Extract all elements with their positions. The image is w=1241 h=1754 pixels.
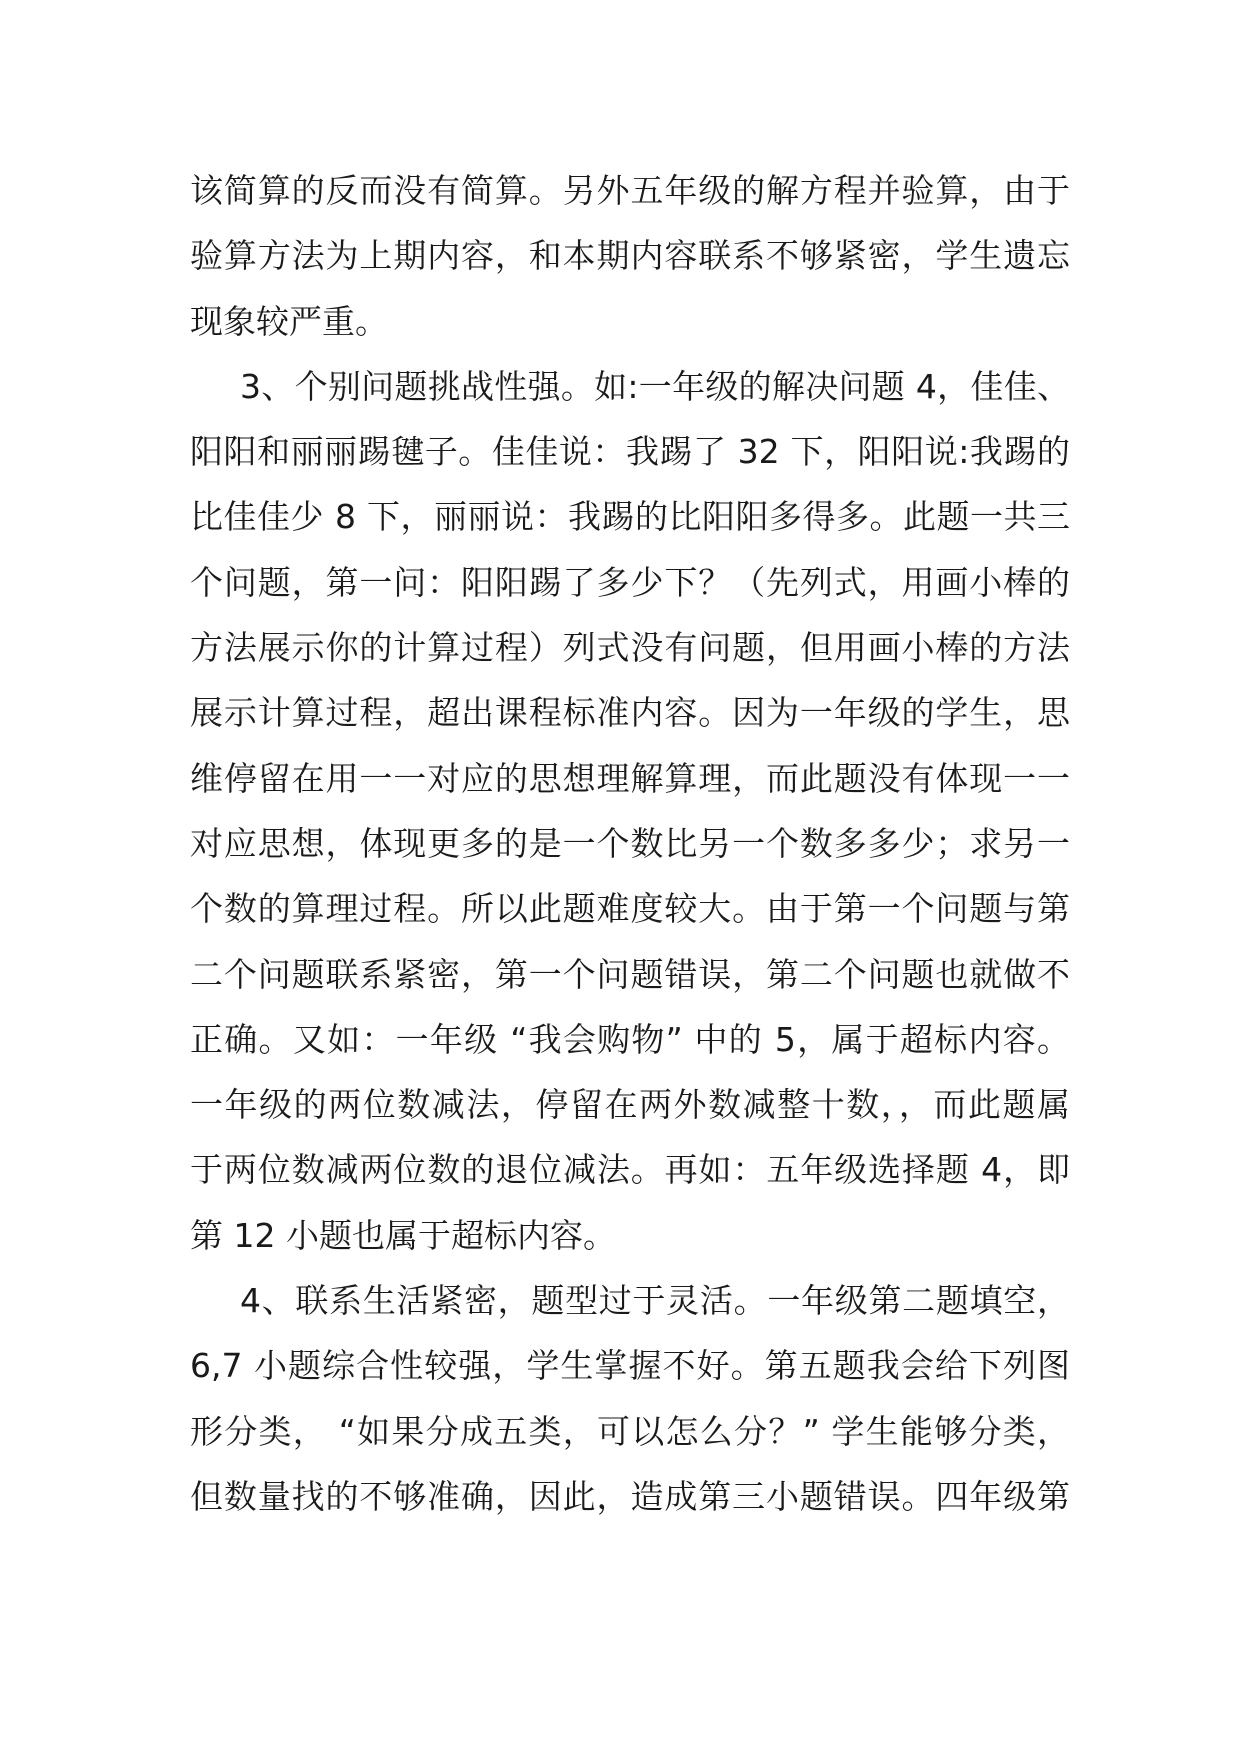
text-line: 对应思想，体现更多的是一个数比另一个数多多少；求另一 [190, 823, 1070, 863]
text-line: 第 12 小题也属于超标内容。 [190, 1215, 616, 1255]
text-line: 验算方法为上期内容，和本期内容联系不够紧密，学生遗忘 [190, 236, 1070, 276]
paragraph-3-first-line: 3、个别问题挑战性强。如:一年级的解决问题 4，佳佳、 [240, 366, 1070, 406]
text-line: 正确。又如：一年级 “我会购物” 中的 5，属于超标内容。 [190, 1019, 1070, 1059]
text-line: 阳阳和丽丽踢毽子。佳佳说：我踢了 32 下，阳阳说:我踢的 [190, 432, 1070, 472]
text-line: 个问题，第一问：阳阳踢了多少下？（先列式，用画小棒的 [190, 562, 1070, 602]
text-line: 该简算的反而没有简算。另外五年级的解方程并验算，由于 [190, 171, 1070, 210]
text-line: 比佳佳少 8 下，丽丽说：我踢的比阳阳多得多。此题一共三 [190, 497, 1070, 537]
text-line: 二个问题联系紧密，第一个问题错误，第二个问题也就做不 [190, 954, 1070, 994]
text-line: 方法展示你的计算过程）列式没有问题，但用画小棒的方法 [190, 628, 1070, 668]
text-line: 形分类， “如果分成五类，可以怎么分？” 学生能够分类， [190, 1411, 1070, 1451]
text-line: 一年级的两位数减法，停留在两外数减整十数，，而此题属 [190, 1085, 1070, 1125]
text-line: 展示计算过程，超出课程标准内容。因为一年级的学生，思 [190, 693, 1070, 733]
text-line: 维停留在用一一对应的思想理解算理，而此题没有体现一一 [190, 758, 1070, 798]
text-line: 但数量找的不够准确，因此，造成第三小题错误。四年级第 [190, 1476, 1070, 1516]
body-text [190, 158, 1070, 1529]
text-line: 于两位数减两位数的退位减法。再如：五年级选择题 4，即 [190, 1150, 1070, 1190]
paragraph-4-first-line: 4、联系生活紧密，题型过于灵活。一年级第二题填空， [240, 1281, 1070, 1321]
text-line: 个数的算理过程。所以此题难度较大。由于第一个问题与第 [190, 889, 1070, 929]
text-line: 现象较严重。 [190, 301, 388, 341]
text-line: 6,7 小题综合性较强，学生掌握不好。第五题我会给下列图 [190, 1346, 1070, 1386]
